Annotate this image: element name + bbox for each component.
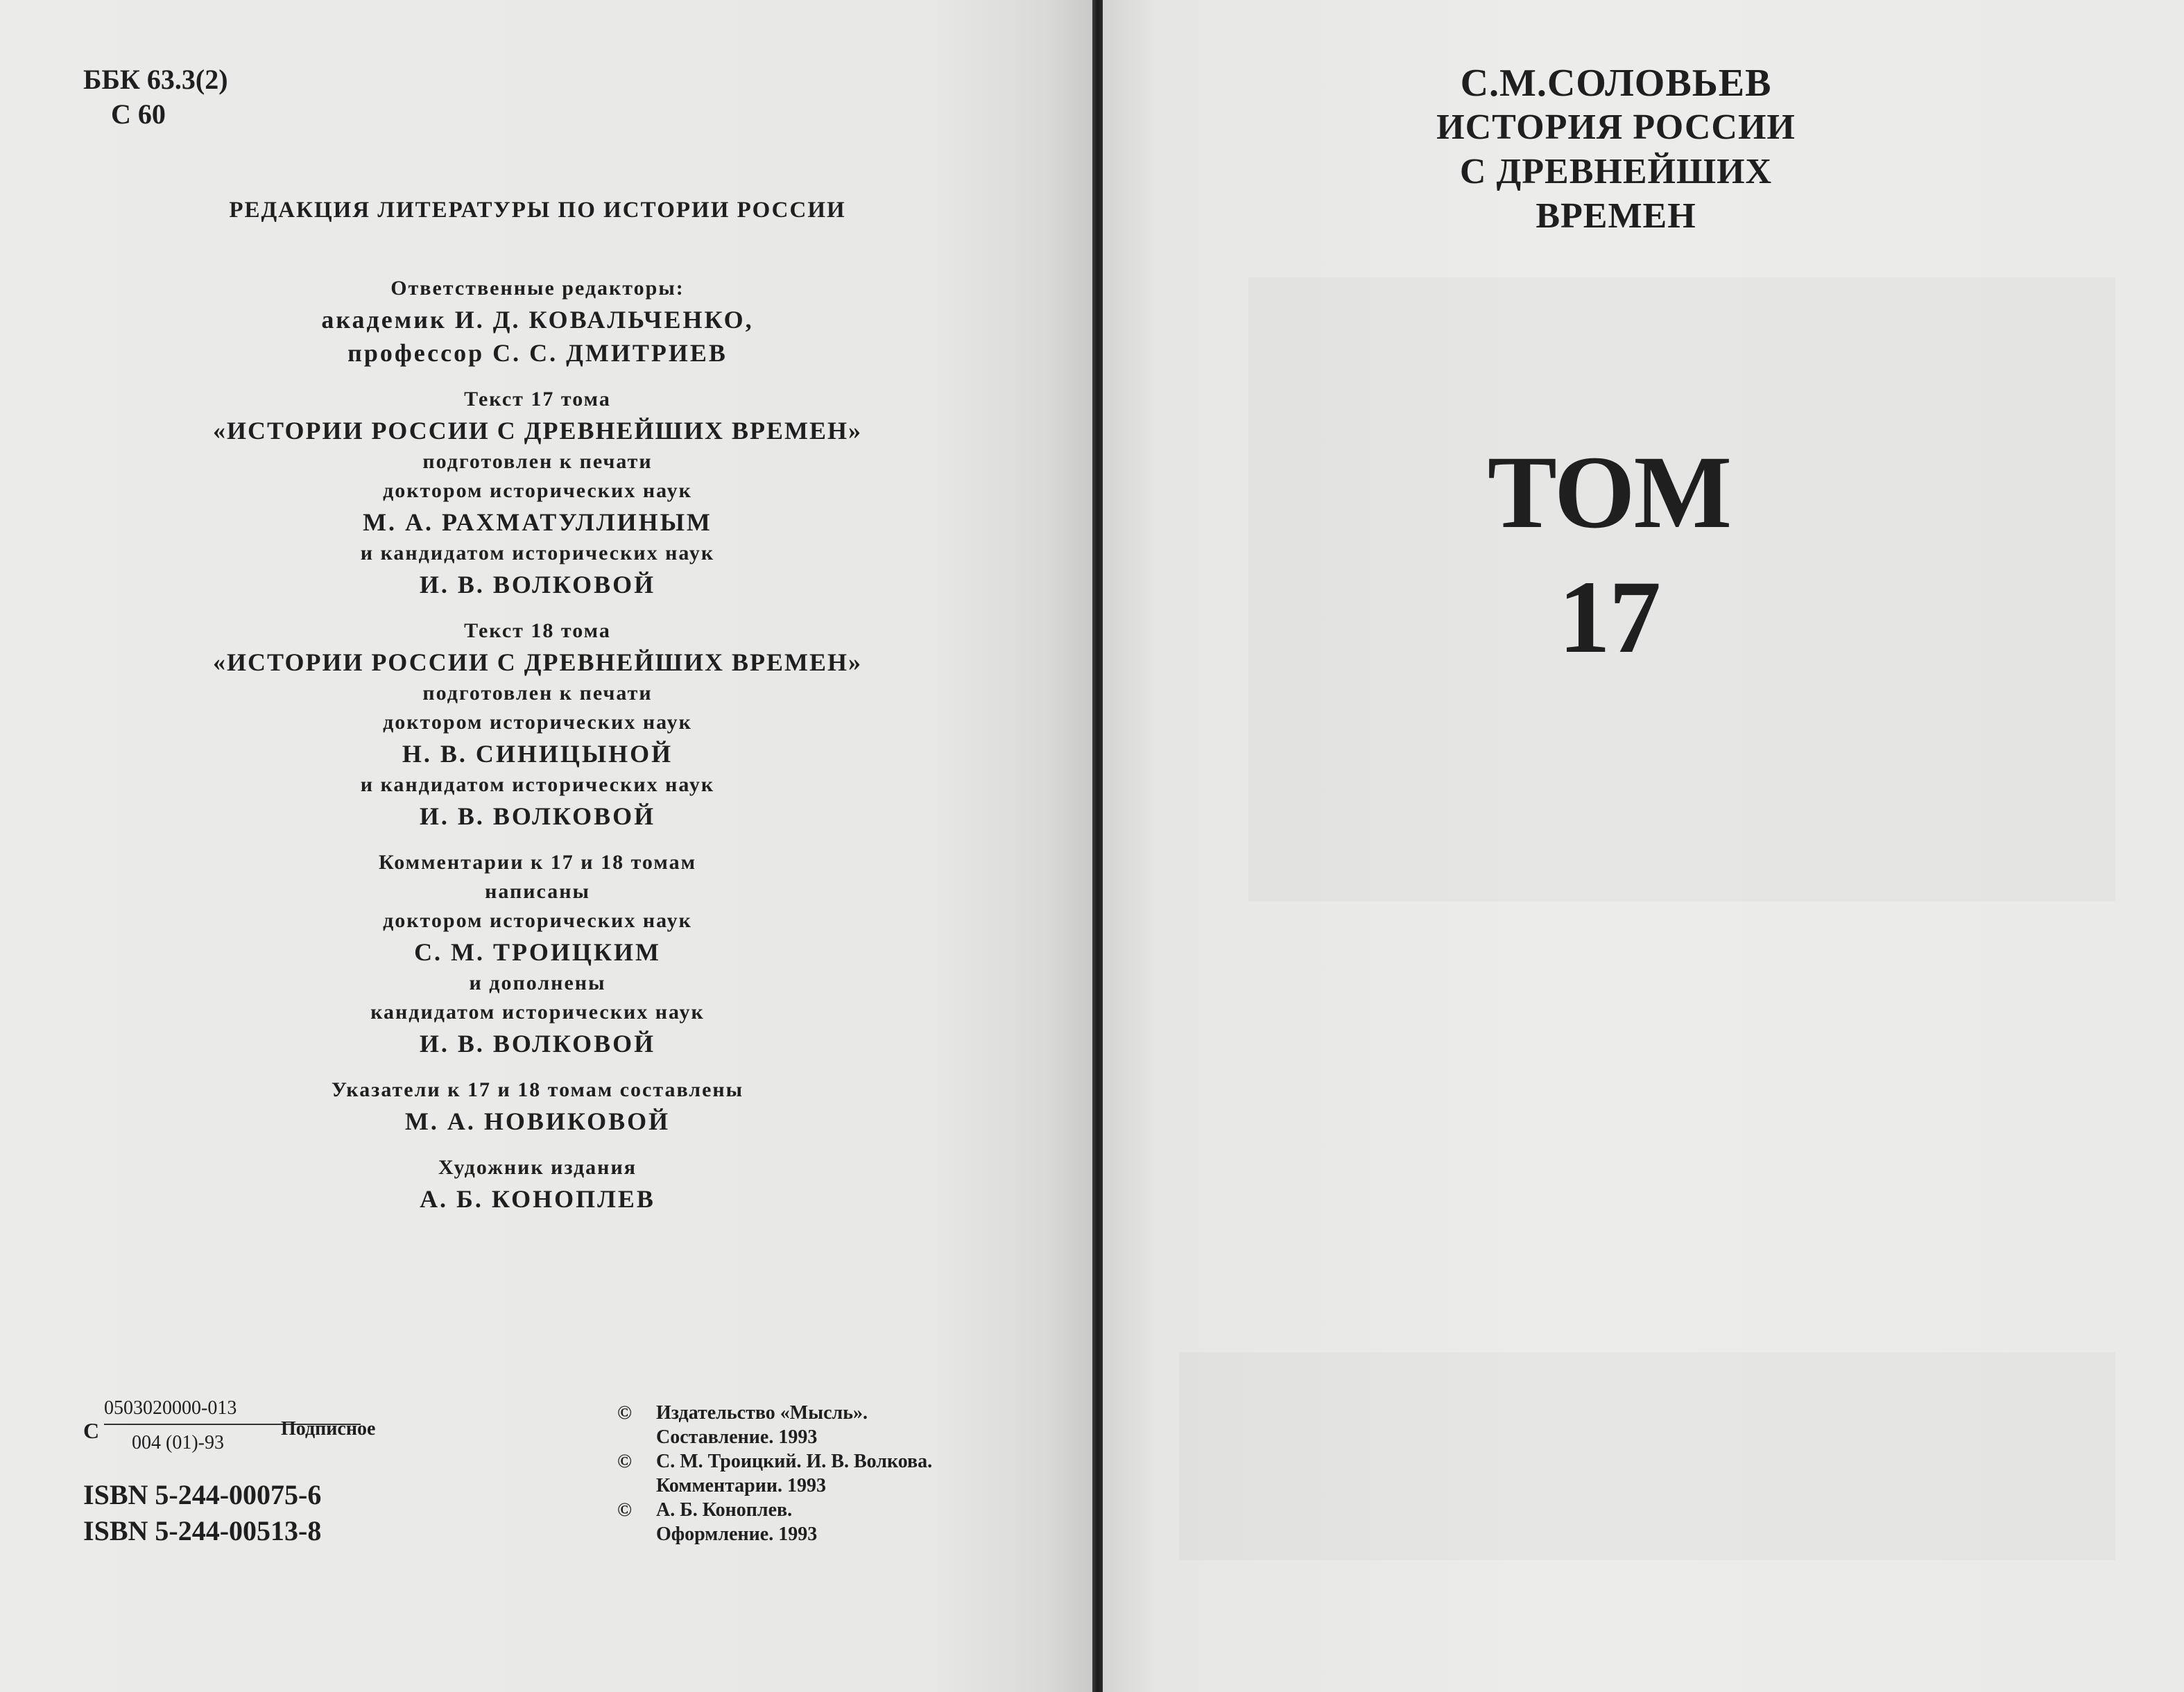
volume17-section [208, 385, 867, 601]
volume-number: ТОМ 17 [1487, 435, 1731, 675]
catalog-letter: С [83, 1418, 100, 1443]
title-line: ВРЕМЕН [1536, 196, 1696, 236]
volume18-name2: И. В. ВОЛКОВОЙ [419, 802, 656, 830]
editor-1: академик И. Д. КОВАЛЬЧЕНКО, [321, 306, 754, 334]
volume17-by-candidate: и кандидатом исторических наук [360, 542, 715, 564]
copyright-icon: © [617, 1451, 632, 1472]
copyright-line: Оформление. 1993 [656, 1523, 818, 1545]
title-line: ИСТОРИЯ РОССИИ [1436, 107, 1796, 147]
comments-section [208, 848, 867, 1060]
author-name: С.М.СОЛОВЬЕВ [1460, 62, 1772, 105]
show-through-area [1179, 1352, 2115, 1560]
comments-by-doctor: доктором исторических наук [383, 909, 692, 932]
catalog-denominator: 004 (01)-93 [132, 1432, 224, 1453]
comments-heading: Комментарии к 17 и 18 томам [378, 851, 697, 874]
comments-name1: С. М. ТРОИЦКИМ [414, 938, 661, 966]
copyright-line: Составление. 1993 [656, 1426, 818, 1448]
copyright-line: С. М. Троицкий. И. В. Волкова. [656, 1451, 933, 1472]
title-line: С ДРЕВНЕЙШИХ [1459, 152, 1773, 191]
copyright-line: Комментарии. 1993 [656, 1475, 827, 1496]
credits-block [208, 274, 867, 1216]
isbn-block [83, 1477, 321, 1549]
volume17-prepared: подготовлен к печати [422, 450, 653, 473]
title-block [1373, 61, 1859, 239]
copyright-line: А. Б. Коноплев. [656, 1499, 793, 1521]
artist-heading: Художник издания [438, 1156, 637, 1179]
volume17-name2: И. В. ВОЛКОВОЙ [419, 571, 656, 598]
indexes-section [208, 1076, 867, 1138]
volume18-title: «ИСТОРИИ РОССИИ С ДРЕВНЕЙШИХ ВРЕМЕН» [212, 648, 863, 676]
editorial-office: РЕДАКЦИЯ ЛИТЕРАТУРЫ ПО ИСТОРИИ РОССИИ [229, 198, 846, 223]
volume18-name1: Н. В. СИНИЦЫНОЙ [402, 740, 673, 768]
book-spine [1092, 0, 1103, 1692]
isbn-line: ISBN 5-244-00513-8 [83, 1515, 322, 1546]
artist-name: А. Б. КОНОПЛЕВ [420, 1185, 655, 1213]
indexes-name: М. А. НОВИКОВОЙ [404, 1107, 671, 1135]
bbk-classification [83, 62, 228, 132]
volume17-name1: М. А. РАХМАТУЛЛИНЫМ [363, 508, 712, 536]
catalog-code [83, 1397, 430, 1467]
editors-heading: Ответственные редакторы: [390, 277, 685, 300]
catalog-subscription: Подписное [281, 1418, 376, 1440]
copyright-icon: © [617, 1499, 632, 1521]
volume17-title: «ИСТОРИИ РОССИИ С ДРЕВНЕЙШИХ ВРЕМЕН» [212, 417, 863, 444]
isbn-line: ISBN 5-244-00075-6 [83, 1479, 322, 1510]
bbk-code: ББК 63.3(2) [83, 64, 228, 95]
editors-section [208, 274, 867, 370]
volume17-heading: Текст 17 тома [464, 388, 611, 411]
editor-2: профессор С. С. ДМИТРИЕВ [347, 339, 728, 367]
indexes-heading: Указатели к 17 и 18 томам составлены [331, 1078, 744, 1101]
volume18-prepared: подготовлен к печати [422, 682, 653, 705]
catalog-numerator: 0503020000-013 [104, 1397, 237, 1419]
volume17-by-doctor: доктором исторических наук [383, 479, 692, 502]
volume18-section [208, 616, 867, 833]
comments-name2: И. В. ВОЛКОВОЙ [419, 1030, 656, 1058]
comments-supplemented: и дополнены [469, 972, 606, 994]
copyright-entry [617, 1401, 932, 1449]
comments-written: написаны [485, 880, 590, 903]
artist-section [208, 1153, 867, 1216]
comments-by-candidate: кандидатом исторических наук [370, 1001, 705, 1024]
copyright-entry [617, 1449, 932, 1498]
bbk-index: С 60 [111, 98, 166, 130]
copyright-line: Издательство «Мысль». [656, 1402, 868, 1424]
volume18-by-doctor: доктором исторических наук [383, 711, 692, 734]
volume18-heading: Текст 18 тома [464, 619, 611, 642]
volume18-by-candidate: и кандидатом исторических наук [360, 773, 715, 796]
copyright-icon: © [617, 1402, 632, 1424]
copyright-entry [617, 1498, 932, 1546]
copyright-block [617, 1401, 932, 1546]
